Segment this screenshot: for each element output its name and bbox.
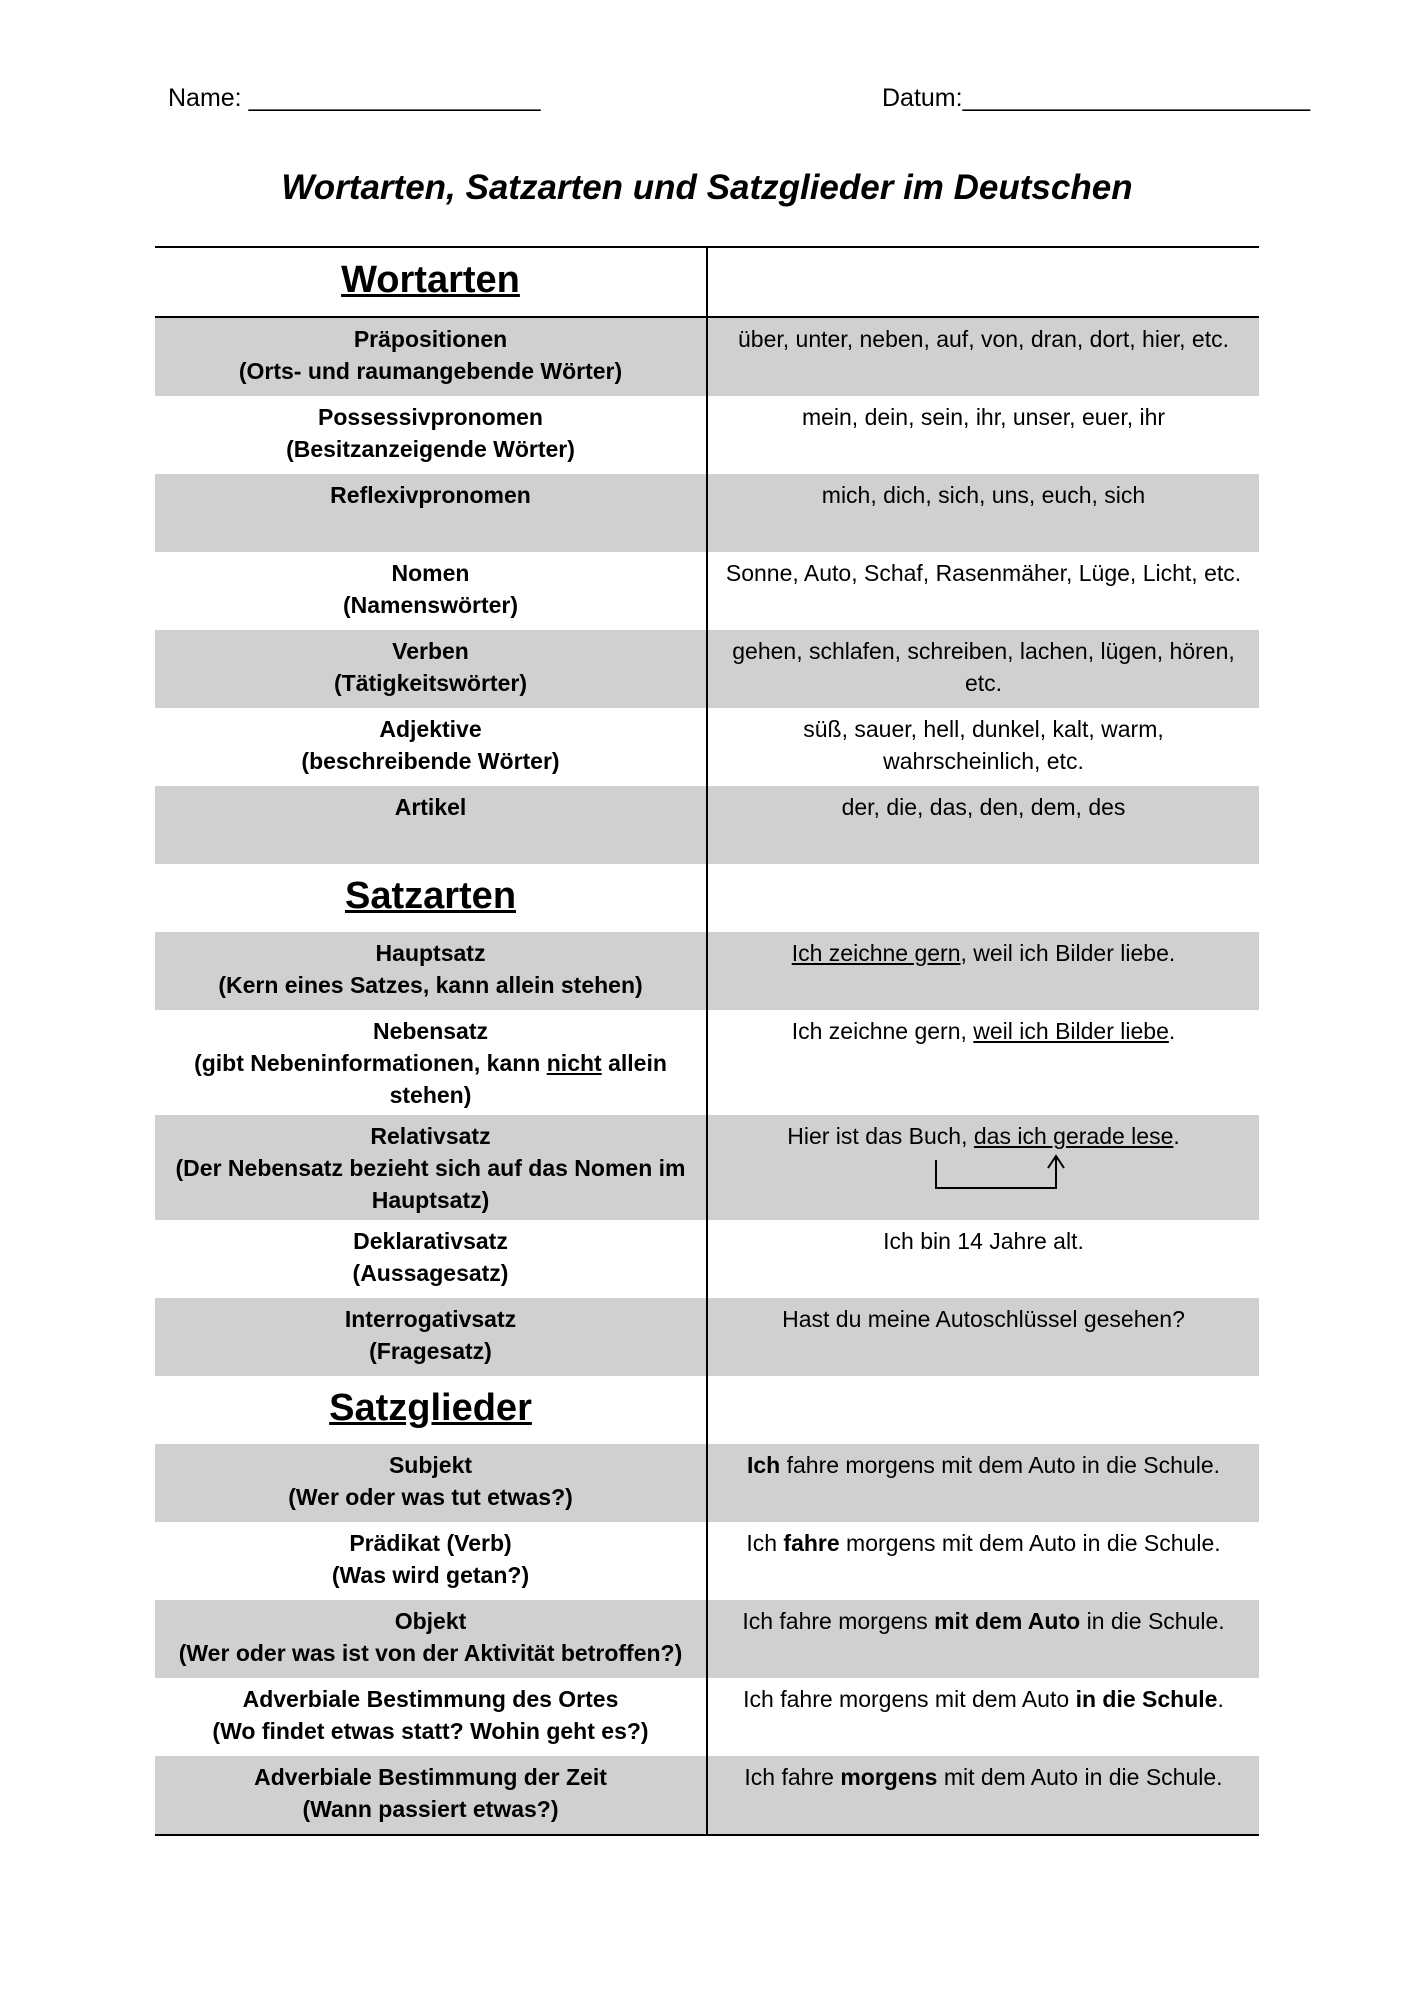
date-field[interactable]: Datum:_________________________: [882, 84, 1311, 112]
section-heading-satzarten: Satzarten: [344, 875, 517, 917]
term: Deklarativsatz: [353, 1228, 508, 1254]
table-row: [155, 1010, 1259, 1115]
term-description: (Namenswörter): [342, 592, 519, 618]
term: Adverbiale Bestimmung der Zeit: [254, 1764, 607, 1790]
term: Possessivpronomen: [318, 404, 543, 430]
table-row: [155, 396, 1259, 474]
example: über, unter, neben, auf, von, dran, dort, hier, etc.: [707, 317, 1259, 396]
term: Prädikat (Verb): [349, 1530, 512, 1556]
term-description: (Aussagesatz): [352, 1260, 509, 1286]
term-description: (Wo findet etwas statt? Wohin geht es?): [212, 1718, 649, 1744]
section-heading-wortarten: Wortarten: [341, 259, 520, 301]
highlighted-part: Ich: [746, 1452, 781, 1478]
example: Ich fahre morgens mit dem Auto in die Schule.: [707, 1756, 1259, 1835]
term: Adverbiale Bestimmung des Ortes: [242, 1686, 619, 1712]
section-row-satzarten: [155, 864, 1259, 932]
term-description: (Wann passiert etwas?): [302, 1796, 559, 1822]
term-description: (Fragesatz): [369, 1338, 492, 1364]
table-row: [155, 1600, 1259, 1678]
example: Ich bin 14 Jahre alt.: [883, 1228, 1084, 1254]
highlighted-part: fahre: [783, 1530, 840, 1556]
term-description: (Tätigkeitswörter): [334, 670, 527, 696]
worksheet-header: [168, 84, 1311, 124]
term: Präpositionen: [353, 326, 508, 352]
table-row: [155, 1220, 1259, 1298]
example: Ich fahre morgens mit dem Auto in die Schule.: [707, 1444, 1259, 1522]
table-row: [155, 708, 1259, 786]
grammar-table: [155, 246, 1259, 1836]
term-description: (Wer oder was tut etwas?): [288, 1484, 573, 1510]
term-description: (Wer oder was ist von der Aktivität betroffen?): [178, 1640, 683, 1666]
term: Verben: [392, 638, 469, 664]
term: Artikel: [394, 794, 467, 820]
term: Hauptsatz: [375, 940, 486, 966]
term-description: (Orts- und raumangebende Wörter): [238, 358, 623, 384]
example: Ich fahre morgens mit dem Auto in die Schule.: [746, 1530, 1221, 1556]
term: Adjektive: [379, 716, 482, 742]
underlined-clause: das ich gerade lese: [973, 1123, 1174, 1149]
reference-arrow-icon: [722, 1152, 1245, 1192]
term: Relativsatz: [370, 1123, 491, 1149]
table-row: [155, 1115, 1259, 1220]
name-field[interactable]: Name: _____________________: [168, 84, 541, 112]
highlighted-part: morgens: [840, 1764, 938, 1790]
term-description: (gibt Nebeninformationen, kann nicht allein stehen): [194, 1050, 667, 1108]
example: Ich fahre morgens mit dem Auto in die Schule.: [707, 1600, 1259, 1678]
term-description: (Besitzanzeigende Wörter): [286, 436, 575, 462]
example: der, die, das, den, dem, des: [707, 786, 1259, 864]
term: Nebensatz: [372, 1018, 489, 1044]
table-row: [155, 630, 1259, 708]
highlighted-part: mit dem Auto: [934, 1608, 1081, 1634]
example: Sonne, Auto, Schaf, Rasenmäher, Lüge, Licht, etc.: [725, 560, 1242, 586]
example: Hast du meine Autoschlüssel gesehen?: [707, 1298, 1259, 1376]
table-row: [155, 932, 1259, 1010]
term-description: (Kern eines Satzes, kann allein stehen): [218, 972, 643, 998]
table-row: [155, 474, 1259, 552]
table-row: [155, 1756, 1259, 1835]
table-row: [155, 786, 1259, 864]
table-row: [155, 1678, 1259, 1756]
term: Reflexivpronomen: [330, 482, 531, 508]
example: Ich zeichne gern, weil ich Bilder liebe.: [791, 1018, 1176, 1044]
example: mein, dein, sein, ihr, unser, euer, ihr: [801, 404, 1166, 430]
table-row: [155, 1522, 1259, 1600]
table-row: [155, 1298, 1259, 1376]
example: mich, dich, sich, uns, euch, sich: [707, 474, 1259, 552]
term: Interrogativsatz: [344, 1306, 517, 1332]
term-description: (beschreibende Wörter): [301, 748, 560, 774]
term-description: (Der Nebensatz bezieht sich auf das Nomen im Hauptsatz): [175, 1155, 686, 1213]
table-row: [155, 317, 1259, 396]
term: Nomen: [391, 560, 470, 586]
section-heading-satzglieder: Satzglieder: [329, 1387, 532, 1429]
underlined-clause: weil ich Bilder liebe: [973, 1018, 1169, 1044]
example: Ich fahre morgens mit dem Auto in die Schule.: [743, 1686, 1224, 1712]
table-row: [155, 552, 1259, 630]
example: Hier ist das Buch, das ich gerade lese.: [707, 1115, 1259, 1220]
page-title: Wortarten, Satzarten und Satzglieder im Deutschen: [281, 168, 1133, 207]
section-row-wortarten: [155, 247, 1259, 317]
example: gehen, schlafen, schreiben, lachen, lügen, hören, etc.: [707, 630, 1259, 708]
highlighted-part: in die Schule: [1075, 1686, 1218, 1712]
example: Ich zeichne gern, weil ich Bilder liebe.: [707, 932, 1259, 1010]
section-row-satzglieder: [155, 1376, 1259, 1444]
term: Objekt: [394, 1608, 467, 1634]
example: süß, sauer, hell, dunkel, kalt, warm, wahrscheinlich, etc.: [803, 716, 1164, 774]
underlined-clause: Ich zeichne gern: [791, 940, 961, 966]
table-row: [155, 1444, 1259, 1522]
term: Subjekt: [388, 1452, 473, 1478]
term-description: (Was wird getan?): [331, 1562, 530, 1588]
